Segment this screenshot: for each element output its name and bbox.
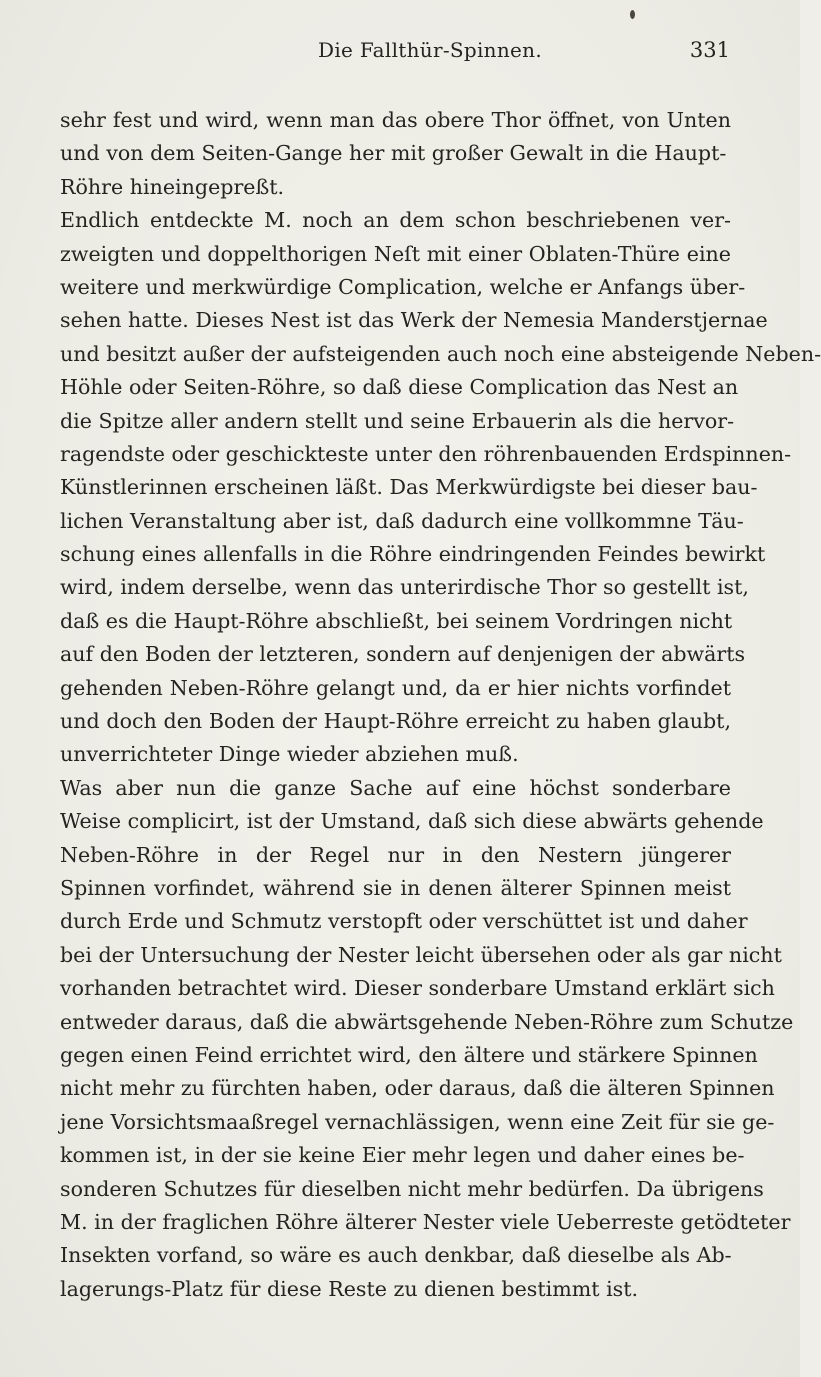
text-line: und doch den Boden der Haupt-Röhre erreicht zu haben glaubt, — [60, 709, 731, 734]
text-line: kommen ist, in der sie keine Eier mehr legen und daher eines be- — [60, 1143, 745, 1168]
ink-spot — [630, 10, 635, 19]
text-line: Was aber nun die ganze Sache auf eine höchst sonderbare — [60, 775, 731, 800]
text-line: M. in der fraglichen Röhre älterer Nester viele Ueberreste getödteter — [60, 1209, 791, 1234]
text-line: die Spitze aller andern stellt und seine Erbauerin als die hervor- — [60, 408, 735, 433]
text-line: Spinnen vorfindet, während sie in denen älterer Spinnen meist — [60, 875, 731, 900]
text-line: gehenden Neben-Röhre gelangt und, da er hier nichts vorfindet — [60, 675, 731, 700]
text-line: bei der Untersuchung der Nester leicht übersehen oder als gar nicht — [60, 942, 782, 967]
text-line: daß es die Haupt-Röhre abschließt, bei seinem Vordringen nicht — [60, 608, 733, 633]
text-line: weitere und merkwürdige Complication, welche er Anfangs über- — [60, 274, 746, 299]
text-line: Neben-Röhre in der Regel nur in den Nestern jüngerer — [60, 842, 731, 867]
text-line: sehr fest und wird, wenn man das obere Thor öffnet, von Unten — [60, 108, 731, 132]
text-line: jene Vorsichtsmaaßregel vernachlässigen, wenn eine Zeit für sie ge- — [60, 1109, 775, 1134]
text-line: durch Erde und Schmutz verstopft oder verschüttet ist und daher — [60, 909, 748, 934]
text-line: und von dem Seiten-Gange her mit großer Gewalt in die Haupt- — [60, 141, 727, 166]
text-line: gegen einen Feind errichtet wird, den ältere und stärkere Spinnen — [60, 1042, 758, 1067]
text-line: entweder daraus, daß die abwärtsgehende Neben-Röhre zum Schutze — [60, 1009, 794, 1034]
text-line: Röhre hineingepreßt. — [60, 174, 285, 199]
text-line: vorhanden betrachtet wird. Dieser sonderbare Umstand erklärt sich — [60, 976, 775, 1001]
text-line: schung eines allenfalls in die Röhre eindringenden Feindes bewirkt — [60, 542, 766, 567]
page-header — [60, 38, 730, 72]
text-line: sehen hatte. Dieses Nest ist das Werk der Nemesia Manderstjernae — [60, 308, 768, 333]
page-number: 331 — [689, 38, 730, 62]
text-line: Künstlerinnen erscheinen läßt. Das Merkwürdigste bei dieser bau- — [60, 475, 758, 500]
body-text — [60, 104, 821, 1306]
text-line: ragendste oder geschickteste unter den röhrenbauenden Erdspinnen- — [60, 441, 792, 466]
text-line: auf den Boden der letzteren, sondern auf denjenigen der abwärts — [60, 642, 746, 667]
text-line: und besitzt außer der aufsteigenden auch noch eine absteigende Neben- — [60, 341, 821, 366]
text-line: lichen Veranstaltung aber ist, daß dadurch eine vollkommne Täu- — [60, 508, 744, 533]
text-line: lagerungs-Platz für diese Reste zu dienen bestimmt ist. — [60, 1276, 639, 1301]
text-line: unverrichteter Dinge wieder abziehen muß. — [60, 742, 519, 767]
text-line: Endlich entdeckte M. noch an dem schon beschriebenen ver- — [60, 208, 731, 233]
text-line: wird, indem derselbe, wenn das unterirdische Thor so gestellt ist, — [60, 575, 749, 600]
running-title: Die Fallthür-Spinnen. — [318, 38, 543, 62]
text-line: Insekten vorfand, so wäre es auch denkbar, daß dieselbe als Ab- — [60, 1243, 732, 1268]
text-line: Höhle oder Seiten-Röhre, so daß diese Complication das Nest an — [60, 375, 739, 400]
text-line: Weise complicirt, ist der Umstand, daß sich diese abwärts gehende — [60, 809, 764, 834]
text-line: sonderen Schutzes für dieselben nicht mehr bedürfen. Da übrigens — [60, 1176, 764, 1201]
text-line: zweigten und doppelthorigen Neſt mit einer Oblaten-Thüre eine — [60, 241, 731, 266]
text-line: nicht mehr zu fürchten haben, oder daraus, daß die älteren Spinnen — [60, 1076, 775, 1101]
